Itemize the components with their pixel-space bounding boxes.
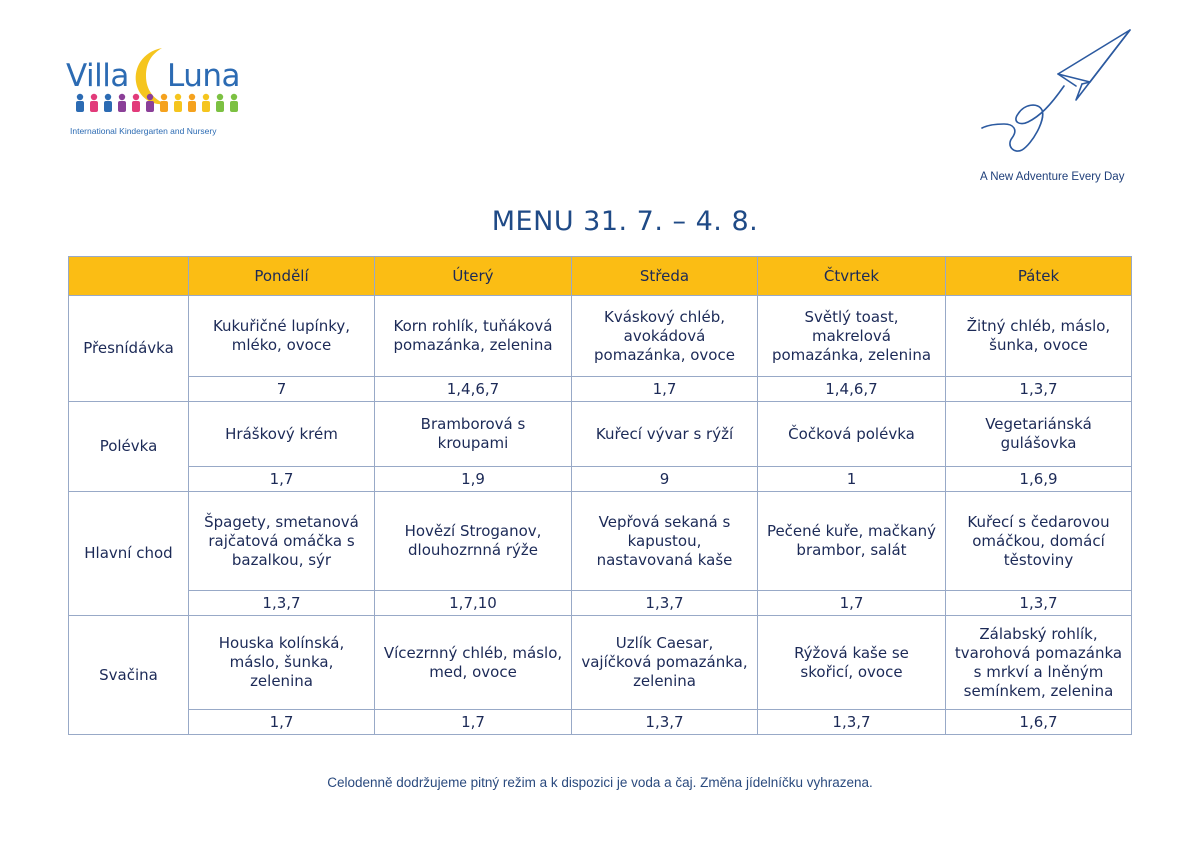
- allergen-cell: 1,3,7: [758, 710, 946, 735]
- allergen-cell: 9: [572, 467, 758, 492]
- meal-cell: Světlý toast, makrelová pomazánka, zelenina: [758, 296, 946, 377]
- table-row-meal: [69, 402, 1132, 467]
- table-row-meal: [69, 492, 1132, 591]
- footnote: Celodenně dodržujeme pitný režim a k dispozici je voda a čaj. Změna jídelníčku vyhrazena.: [327, 775, 873, 790]
- header-day: Pátek: [946, 257, 1132, 296]
- allergen-cell: 1,7: [189, 710, 375, 735]
- paper-plane-icon: [980, 26, 1135, 158]
- row-label: Svačina: [69, 616, 189, 735]
- header-day: Pondělí: [189, 257, 375, 296]
- header-day: Středa: [572, 257, 758, 296]
- allergen-cell: 1: [758, 467, 946, 492]
- meal-cell: Vícezrnný chléb, máslo, med, ovoce: [375, 616, 572, 710]
- allergen-cell: 1,7: [189, 467, 375, 492]
- meal-cell: Uzlík Caesar, vajíčková pomazánka, zelenina: [572, 616, 758, 710]
- allergen-cell: 1,6,9: [946, 467, 1132, 492]
- meal-cell: Bramborová s kroupami: [375, 402, 572, 467]
- meal-cell: Houska kolínská, máslo, šunka, zelenina: [189, 616, 375, 710]
- allergen-cell: 1,3,7: [189, 591, 375, 616]
- allergen-cell: 1,7: [572, 377, 758, 402]
- table-row-allergens: [69, 710, 1132, 735]
- meal-cell: Vegetariánská gulášovka: [946, 402, 1132, 467]
- meal-cell: Žitný chléb, máslo, šunka, ovoce: [946, 296, 1132, 377]
- logo-word-villa: Villa: [66, 58, 129, 94]
- meal-cell: Vepřová sekaná s kapustou, nastavovaná kaše: [572, 492, 758, 591]
- header-corner: [69, 257, 189, 296]
- table-row-allergens: [69, 591, 1132, 616]
- meal-cell: Kuřecí s čedarovou omáčkou, domácí těstoviny: [946, 492, 1132, 591]
- logo-word-luna: Luna: [167, 58, 241, 94]
- allergen-cell: 1,3,7: [946, 377, 1132, 402]
- table-row-meal: [69, 616, 1132, 710]
- allergen-cell: 1,4,6,7: [375, 377, 572, 402]
- row-label: Hlavní chod: [69, 492, 189, 616]
- meal-cell: Rýžová kaše se skořicí, ovoce: [758, 616, 946, 710]
- allergen-cell: 1,7: [758, 591, 946, 616]
- page-title: MENU 31. 7. – 4. 8.: [491, 206, 759, 237]
- villa-luna-logo: [66, 44, 246, 144]
- table-row-allergens: [69, 377, 1132, 402]
- allergen-cell: 1,7: [375, 710, 572, 735]
- meal-cell: Hovězí Stroganov, dlouhozrnná rýže: [375, 492, 572, 591]
- allergen-cell: 1,6,7: [946, 710, 1132, 735]
- meal-cell: Kukuřičné lupínky, mléko, ovoce: [189, 296, 375, 377]
- logo-tagline: International Kindergarten and Nursery: [70, 126, 217, 136]
- allergen-cell: 1,4,6,7: [758, 377, 946, 402]
- allergen-cell: 1,3,7: [572, 710, 758, 735]
- meal-cell: Pečené kuře, mačkaný brambor, salát: [758, 492, 946, 591]
- row-label: Polévka: [69, 402, 189, 492]
- header-day: Úterý: [375, 257, 572, 296]
- allergen-cell: 1,3,7: [572, 591, 758, 616]
- table-row-meal: [69, 296, 1132, 377]
- allergen-cell: 7: [189, 377, 375, 402]
- allergen-cell: 1,7,10: [375, 591, 572, 616]
- meal-cell: Zálabský rohlík, tvarohová pomazánka s mrkví a lněným semínkem, zelenina: [946, 616, 1132, 710]
- meal-cell: Korn rohlík, tuňáková pomazánka, zelenina: [375, 296, 572, 377]
- meal-cell: Kváskový chléb, avokádová pomazánka, ovoce: [572, 296, 758, 377]
- header-day: Čtvrtek: [758, 257, 946, 296]
- table-row-allergens: [69, 467, 1132, 492]
- meal-cell: Čočková polévka: [758, 402, 946, 467]
- children-figures-icon: [72, 92, 240, 114]
- meal-cell: Kuřecí vývar s rýží: [572, 402, 758, 467]
- menu-table: [68, 256, 1132, 735]
- meal-cell: Hráškový krém: [189, 402, 375, 467]
- table-header-row: [69, 257, 1132, 296]
- allergen-cell: 1,3,7: [946, 591, 1132, 616]
- row-label: Přesnídávka: [69, 296, 189, 402]
- meal-cell: Špagety, smetanová rajčatová omáčka s bazalkou, sýr: [189, 492, 375, 591]
- slogan: A New Adventure Every Day: [980, 171, 1125, 183]
- allergen-cell: 1,9: [375, 467, 572, 492]
